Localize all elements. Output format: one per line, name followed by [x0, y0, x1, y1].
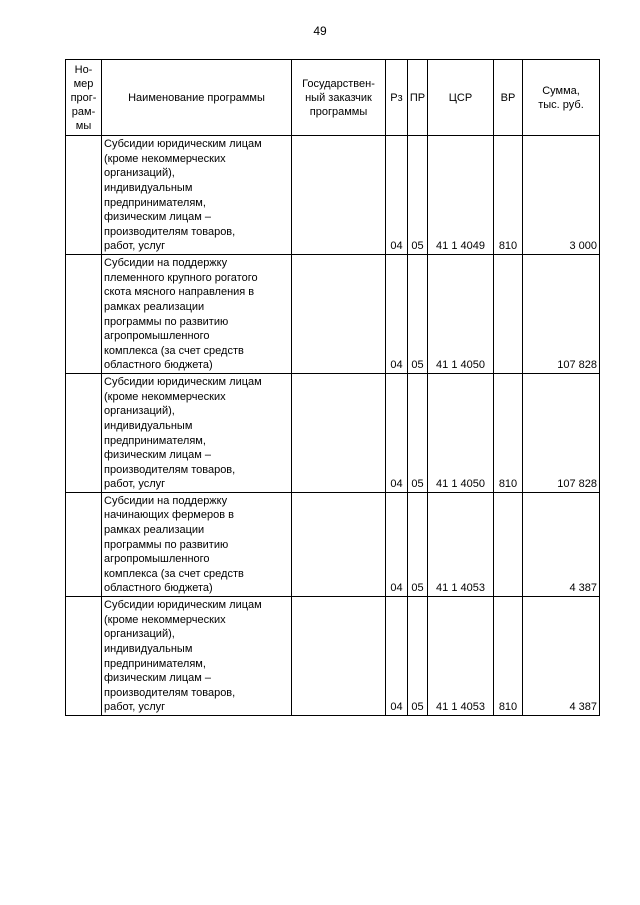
- cell-program-number: [66, 136, 102, 255]
- cell-program-number: [66, 597, 102, 716]
- cell-csr: 41 1 4050: [428, 374, 494, 493]
- cell-state-customer: [292, 597, 386, 716]
- cell-csr: 41 1 4053: [428, 493, 494, 597]
- cell-rz: 04: [386, 374, 408, 493]
- cell-rz: 04: [386, 493, 408, 597]
- budget-table: [65, 59, 600, 716]
- header-program-number: Но- мер прог- рам- мы: [66, 60, 102, 136]
- cell-vr: 810: [494, 136, 523, 255]
- cell-program-name: Субсидии юридическим лицам (кроме некоммерческих организаций), индивидуальным предпринимателям, физическим лицам – производителям товаров, работ, услуг: [102, 136, 292, 255]
- cell-vr: 810: [494, 597, 523, 716]
- cell-program-number: [66, 374, 102, 493]
- header-csr: ЦСР: [428, 60, 494, 136]
- cell-state-customer: [292, 136, 386, 255]
- cell-program-name: Субсидии на поддержку начинающих фермеров в рамках реализации программы по развитию агропромышленного комплекса (за счет средств областного бюджета): [102, 493, 292, 597]
- cell-vr: [494, 493, 523, 597]
- cell-rz: 04: [386, 597, 408, 716]
- header-row: [66, 60, 600, 136]
- header-pr: ПР: [408, 60, 428, 136]
- cell-state-customer: [292, 493, 386, 597]
- cell-program-name: Субсидии на поддержку племенного крупного рогатого скота мясного направления в рамках реализации программы по развитию агропромышленного комплекса (за счет средств областного бюджета): [102, 255, 292, 374]
- cell-sum: 4 387: [523, 597, 600, 716]
- cell-pr: 05: [408, 597, 428, 716]
- header-state-customer: Государствен- ный заказчик программы: [292, 60, 386, 136]
- header-vr: ВР: [494, 60, 523, 136]
- cell-state-customer: [292, 255, 386, 374]
- cell-program-name: Субсидии юридическим лицам (кроме некоммерческих организаций), индивидуальным предпринимателям, физическим лицам – производителям товаров, работ, услуг: [102, 597, 292, 716]
- cell-rz: 04: [386, 255, 408, 374]
- table-row: [66, 374, 600, 493]
- header-rz: Рз: [386, 60, 408, 136]
- cell-pr: 05: [408, 374, 428, 493]
- table-row: [66, 597, 600, 716]
- header-sum: Сумма, тыс. руб.: [523, 60, 600, 136]
- cell-csr: 41 1 4053: [428, 597, 494, 716]
- cell-pr: 05: [408, 255, 428, 374]
- cell-sum: 107 828: [523, 374, 600, 493]
- cell-sum: 107 828: [523, 255, 600, 374]
- cell-rz: 04: [386, 136, 408, 255]
- page-number: 49: [313, 24, 327, 38]
- cell-csr: 41 1 4049: [428, 136, 494, 255]
- cell-vr: 810: [494, 374, 523, 493]
- cell-pr: 05: [408, 493, 428, 597]
- cell-state-customer: [292, 374, 386, 493]
- header-program-name: Наименование программы: [102, 60, 292, 136]
- cell-sum: 4 387: [523, 493, 600, 597]
- table-row: [66, 493, 600, 597]
- cell-pr: 05: [408, 136, 428, 255]
- cell-program-name: Субсидии юридическим лицам (кроме некоммерческих организаций), индивидуальным предпринимателям, физическим лицам – производителям товаров, работ, услуг: [102, 374, 292, 493]
- cell-vr: [494, 255, 523, 374]
- cell-program-number: [66, 493, 102, 597]
- cell-sum: 3 000: [523, 136, 600, 255]
- table-row: [66, 136, 600, 255]
- table-row: [66, 255, 600, 374]
- cell-program-number: [66, 255, 102, 374]
- cell-csr: 41 1 4050: [428, 255, 494, 374]
